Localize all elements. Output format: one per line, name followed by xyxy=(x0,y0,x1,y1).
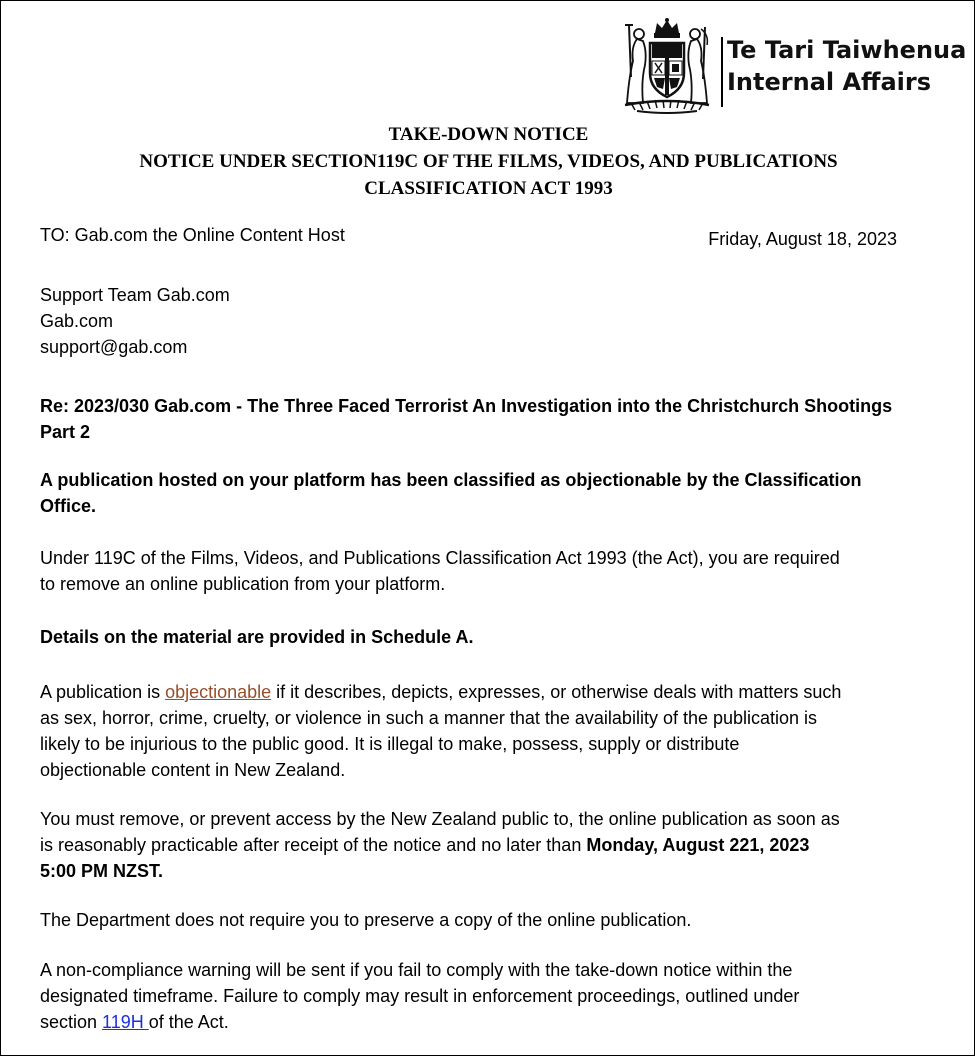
objectionable-line-4: objectionable content in New Zealand. xyxy=(40,760,346,780)
logo-line-maori: Te Tari Taiwhenua xyxy=(727,36,967,64)
recipient-to: TO: Gab.com the Online Content Host xyxy=(40,225,345,245)
removal-line-2 xyxy=(40,832,920,858)
logo-line-english: Internal Affairs xyxy=(727,68,932,96)
objectionable-line-3: likely to be injurious to the public good. It is illegal to make, possess, supply or distribute xyxy=(40,734,740,754)
classified-line-2: Office. xyxy=(40,496,97,516)
warning-line-2: designated timeframe. Failure to comply may result in enforcement proceedings, outlined under xyxy=(40,986,800,1006)
removal-deadline-date: Monday, August 221, 2023 xyxy=(586,835,810,855)
address-line-3: support@gab.com xyxy=(40,337,188,357)
department-logo xyxy=(617,17,967,115)
preserve-paragraph: The Department does not require you to preserve a copy of the online publication. xyxy=(40,910,692,930)
address-line-2: Gab.com xyxy=(40,311,114,331)
under-line-1: Under 119C of the Films, Videos, and Publications Classification Act 1993 (the Act), you are required xyxy=(40,548,840,568)
title-line-3: CLASSIFICATION ACT 1993 xyxy=(364,178,613,199)
nz-coat-of-arms-icon xyxy=(617,17,717,115)
notice-title xyxy=(1,121,975,202)
recipient-address xyxy=(40,282,920,360)
objectionable-line-2: as sex, horror, crime, cruelty, or violence in such a manner that the availability of the publication is xyxy=(40,708,818,728)
objectionable-suffix: if it describes, depicts, expresses, or otherwise deals with matters such xyxy=(271,682,842,702)
removal-paragraph xyxy=(40,806,920,884)
under-line-2: to remove an online publication from your platform. xyxy=(40,574,446,594)
details-paragraph: Details on the material are provided in Schedule A. xyxy=(40,627,474,647)
objectionable-prefix: A publication is xyxy=(40,682,166,702)
objectionable-paragraph xyxy=(40,679,920,783)
objectionable-link[interactable]: objectionable xyxy=(165,682,272,702)
reference-line-2: Part 2 xyxy=(40,422,91,442)
title-line-2: NOTICE UNDER SECTION119C OF THE FILMS, VIDEOS, AND PUBLICATIONS xyxy=(139,151,838,172)
warning-line-3-prefix: section xyxy=(40,1012,103,1032)
under-section-paragraph xyxy=(40,545,920,597)
reference-line-1: Re: 2023/030 Gab.com - The Three Faced Terrorist An Investigation into the Christchurch Shootings xyxy=(40,396,893,416)
warning-line-1: A non-compliance warning will be sent if you fail to comply with the take-down notice within the xyxy=(40,960,793,980)
warning-paragraph xyxy=(40,957,920,1035)
removal-deadline-time: 5:00 PM NZST. xyxy=(40,861,164,881)
section-119h-link[interactable]: 119H xyxy=(102,1012,149,1032)
warning-line-3-suffix: of the Act. xyxy=(148,1012,229,1032)
address-line-1: Support Team Gab.com xyxy=(40,285,230,305)
removal-line-1: You must remove, or prevent access by the New Zealand public to, the online publication as soon as xyxy=(40,809,840,829)
notice-date: Friday, August 18, 2023 xyxy=(708,229,897,249)
classified-paragraph xyxy=(40,467,920,519)
classified-line-1: A publication hosted on your platform has been classified as objectionable by the Classification xyxy=(40,470,862,490)
warning-line-3 xyxy=(40,1009,920,1035)
title-line-1: TAKE-DOWN NOTICE xyxy=(388,124,589,145)
logo-divider xyxy=(721,37,723,107)
logo-wordmark xyxy=(727,35,966,97)
removal-line-2-prefix: is reasonably practicable after receipt of the notice and no later than xyxy=(40,835,587,855)
objectionable-line-1 xyxy=(40,679,920,705)
reference-line xyxy=(40,393,940,445)
